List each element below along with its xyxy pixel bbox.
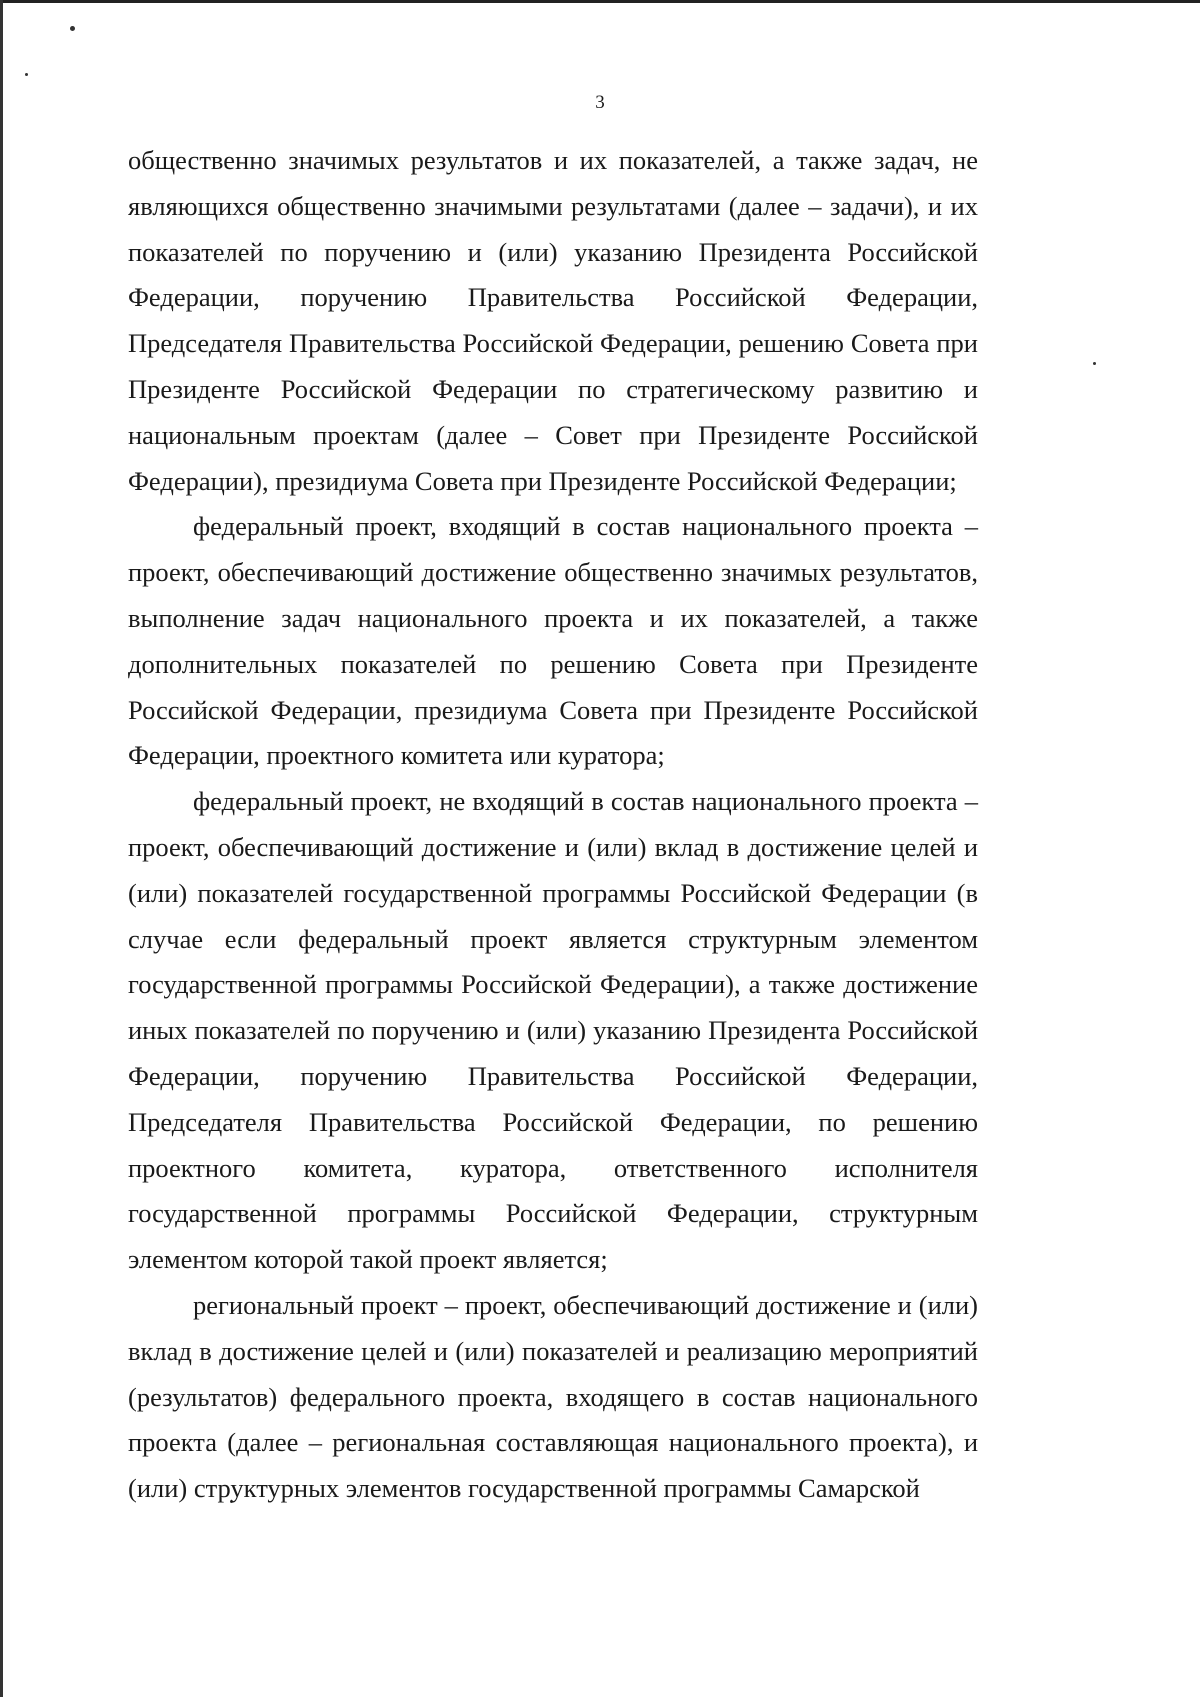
scan-border-top <box>0 0 1200 3</box>
scan-speck <box>70 26 75 31</box>
scan-border-left <box>0 0 3 1697</box>
paragraph-3: федеральный проект, не входящий в состав национального проекта – проект, обеспечивающий достижение и (или) вклад в достижение целей и (или) показателей государственной программы Российской Федерации (в случае если федеральный проект является структурным элементом государственной программы Российской Федерации), а также достижение иных показателей по поручению и (или) указанию Президента Российской Федерации, поручению Правительства Российской Федерации, Председателя Правительства Российской Федерации, по решению проектного комитета, куратора, ответственного исполнителя государственной программы Российской Федерации, структурным элементом которой такой проект является; <box>128 786 978 1275</box>
page-number: 3 <box>595 92 605 113</box>
paragraph-2: федеральный проект, входящий в состав национального проекта – проект, обеспечивающий достижение общественно значимых результатов, выполнение задач национального проекта и их показателей, а также дополнительных показателей по решению Совета при Президенте Российской Федерации, президиума Совета при Президенте Российской Федерации, проектного комитета или куратора; <box>128 511 978 771</box>
scan-speck <box>1093 362 1096 365</box>
paragraph-4: региональный проект – проект, обеспечивающий достижение и (или) вклад в достижение целей и (или) показателей и реализацию мероприятий (результатов) федерального проекта, входящего в состав национального проекта (далее – региональная составляющая национального проекта), и (или) структурных элементов государственной программы Самарской <box>128 1289 978 1504</box>
scan-speck <box>25 73 28 76</box>
paragraph-1: общественно значимых результатов и их показателей, а также задач, не являющихся общественно значимыми результатами (далее – задачи), и их показателей по поручению и (или) указанию Президента Российской Федерации, поручению Правительства Российской Федерации, Председателя Правительства Российской Федерации, решению Совета при Президенте Российской Федерации по стратегическому развитию и национальным проектам (далее – Совет при Президенте Российской Федерации), президиума Совета при Президенте Российской Федерации; <box>128 145 978 496</box>
document-body <box>128 138 978 1512</box>
